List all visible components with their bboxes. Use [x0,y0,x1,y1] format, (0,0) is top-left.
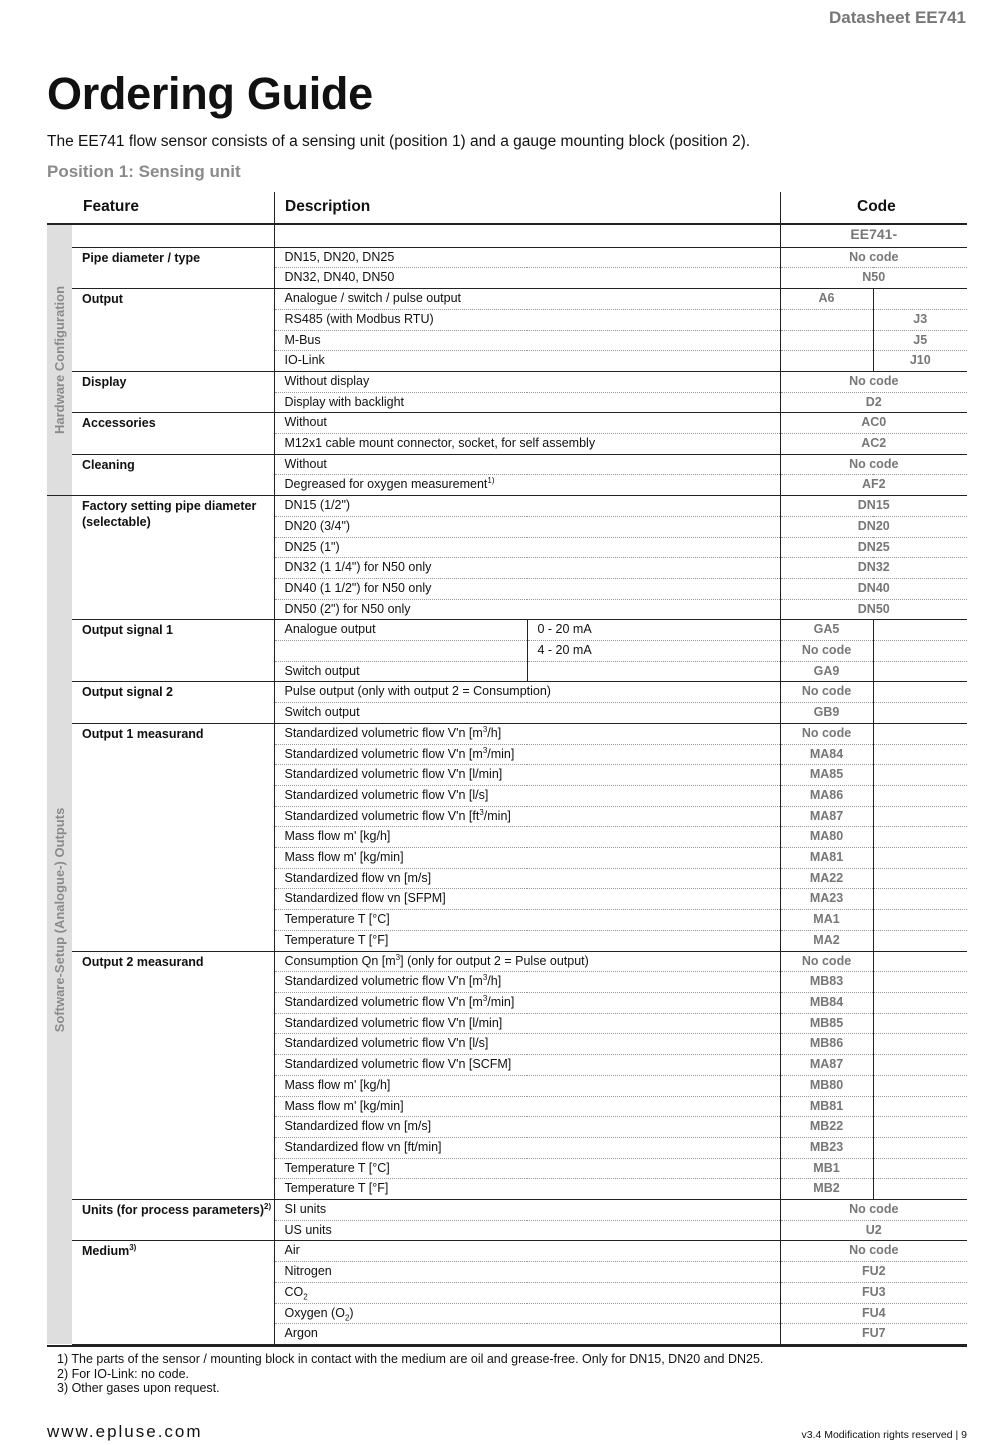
code-cell: No code [780,1241,967,1262]
code-cell-alt [873,827,967,848]
description-cell: Switch output [274,661,527,682]
code-cell: No code [780,454,967,475]
description-cell: Temperature T [°F] [274,930,780,951]
description-cell: Temperature T [°F] [274,1179,780,1200]
code-cell-alt [873,1158,967,1179]
ordering-table [47,192,967,1347]
code-cell-alt [873,703,967,724]
description-header: Description [285,198,371,215]
feature-header: Feature [83,198,139,215]
code-cell: FU2 [780,1262,967,1283]
description-cell: Mass flow m' [kg/h] [274,1075,780,1096]
code-cell: MA1 [780,910,873,931]
feature-label: Output signal 1 [72,620,274,682]
description-cell: Standardized volumetric flow V'n $[ft^3/\min]$ [274,806,780,827]
code-cell-alt [873,289,967,310]
code-cell: GA9 [780,661,873,682]
description-cell [274,641,527,662]
description-cell: Display with backlight [274,392,780,413]
footnote-2: 2) For IO-Link: no code. [57,1366,190,1381]
description-cell: DN15 (1/2") [274,496,780,517]
section-label-sw: Software-Setup (Analogue-) Outputs [51,807,67,1033]
code-cell [780,330,873,351]
code-cell-alt [873,868,967,889]
code-header: Code [857,198,896,215]
code-cell-alt [873,682,967,703]
description-cell: Analogue / switch / pulse output [274,289,780,310]
footnotes [57,1352,763,1396]
code-cell: MA80 [780,827,873,848]
description-cell: $CO_2$ [274,1282,780,1303]
feature-label: Pipe diameter / type [72,247,274,288]
description-cell: Pulse output (only with output 2 = Consumption) [274,682,780,703]
code-cell: DN25 [780,537,967,558]
feature-label: Output [72,289,274,372]
feature-label: Output 1 measurand [72,723,274,951]
description-cell: DN32, DN40, DN50 [274,268,780,289]
code-cell: GA5 [780,620,873,641]
code-cell: DN50 [780,599,967,620]
footer-version: v3.4 Modification rights reserved | 9 [801,1429,967,1441]
code-cell: MA22 [780,868,873,889]
description-cell: M-Bus [274,330,780,351]
table-row [47,620,967,641]
description-cell: Analogue output [274,620,527,641]
code-cell: MB23 [780,1137,873,1158]
description-cell: Air [274,1241,780,1262]
description-cell: Switch output [274,703,780,724]
description-cell: Standardized flow vn [ft/min] [274,1137,780,1158]
description-cell: Without [274,454,780,475]
code-cell-alt: J3 [873,309,967,330]
description-cell: DN32 (1 1/4") for N50 only [274,558,780,579]
intro-text: The EE741 flow sensor consists of a sensing unit (position 1) and a gauge mounting block (position 2). [47,133,751,150]
ordering-grid [47,225,967,1345]
description-cell: Standardized volumetric flow V'n $[m^3/h]$ [274,972,780,993]
range-cell: 4 - 20 mA [527,641,780,662]
range-cell: 0 - 20 mA [527,620,780,641]
description-cell: Mass flow m' [kg/h] [274,827,780,848]
description-cell: Standardized volumetric flow V'n [l/s] [274,785,780,806]
code-cell: No code [780,371,967,392]
code-cell-alt [873,744,967,765]
code-cell: No code [780,1200,967,1221]
code-cell: MA2 [780,930,873,951]
code-cell-alt [873,806,967,827]
table-row [47,225,967,247]
code-cell: DN32 [780,558,967,579]
code-cell-alt [873,1117,967,1138]
code-cell-alt [873,723,967,744]
code-cell: MB84 [780,993,873,1014]
code-cell: MB80 [780,1075,873,1096]
code-cell-alt [873,785,967,806]
footnote-3: 3) Other gases upon request. [57,1381,220,1395]
table-row [47,496,967,517]
code-cell: No code [780,247,967,268]
code-cell-alt [873,1179,967,1200]
code-cell: EE741- [780,225,967,247]
code-cell-alt [873,848,967,869]
description-cell: Degreased for oxygen measurement$^{1)}$ [274,475,780,496]
feature-label: Medium$^{3)}$ [72,1241,274,1345]
table-row [47,413,967,434]
code-cell: MA86 [780,785,873,806]
table-row [47,1200,967,1221]
description-cell: Standardized volumetric flow V'n [l/min] [274,1013,780,1034]
code-cell: AC0 [780,413,967,434]
page-title: Ordering Guide [47,68,373,119]
feature-label: Factory setting pipe diameter (selectable) [72,496,274,620]
code-cell: FU3 [780,1282,967,1303]
feature-label: Cleaning [72,454,274,495]
description-cell: DN40 (1 1/2") for N50 only [274,578,780,599]
description-cell: Standardized flow vn [m/s] [274,1117,780,1138]
feature-label [72,225,274,247]
table-row [47,289,967,310]
description-cell: Without [274,413,780,434]
code-cell: MB81 [780,1096,873,1117]
code-cell: A6 [780,289,873,310]
description-cell: Standardized volumetric flow V'n $[m^3/\min]$ [274,993,780,1014]
code-cell: N50 [780,268,967,289]
code-cell-alt [873,620,967,641]
code-cell: FU7 [780,1324,967,1345]
code-cell-alt [873,910,967,931]
feature-label: Units (for process parameters)$^{2)}$ [72,1200,274,1241]
code-cell-alt [873,1034,967,1055]
code-cell-alt [873,661,967,682]
website-link[interactable]: www.epluse.com [47,1422,203,1441]
footnote-1: 1) The parts of the sensor / mounting block in contact with the medium are oil and grease-free. Only for DN15, DN20 and DN25. [57,1352,764,1366]
code-cell: MA23 [780,889,873,910]
description-cell: DN50 (2") for N50 only [274,599,780,620]
code-cell: MA85 [780,765,873,786]
description-cell: Standardized volumetric flow V'n [l/s] [274,1034,780,1055]
code-cell: MA84 [780,744,873,765]
code-cell-alt [873,951,967,972]
feature-label: Output signal 2 [72,682,274,723]
code-cell: No code [780,641,873,662]
code-cell-alt [873,641,967,662]
description-cell: Nitrogen [274,1262,780,1283]
description-cell: Without display [274,371,780,392]
code-cell-alt [873,993,967,1014]
description-cell: Standardized volumetric flow V'n $[m^3/\min]$ [274,744,780,765]
code-cell: U2 [780,1220,967,1241]
table-row [47,247,967,268]
description-cell: US units [274,1220,780,1241]
description-cell: IO-Link [274,351,780,372]
code-cell: MB22 [780,1117,873,1138]
table-row [47,951,967,972]
table-row [47,371,967,392]
code-cell: MB86 [780,1034,873,1055]
code-cell: MB83 [780,972,873,993]
code-cell [780,309,873,330]
section-label-hw: Hardware Configuration [51,286,67,435]
code-cell: No code [780,951,873,972]
description-cell: Standardized volumetric flow V'n [SCFM] [274,1055,780,1076]
code-cell: FU4 [780,1303,967,1324]
code-cell-alt: J5 [873,330,967,351]
code-cell: DN15 [780,496,967,517]
code-cell: MA81 [780,848,873,869]
description-cell: Standardized flow vn [m/s] [274,868,780,889]
description-cell: DN15, DN20, DN25 [274,247,780,268]
code-cell: MA87 [780,1055,873,1076]
datasheet-header: Datasheet EE741 [828,8,966,27]
code-cell-alt: J10 [873,351,967,372]
description-cell [274,225,780,247]
code-cell: MB85 [780,1013,873,1034]
range-cell [527,661,780,682]
code-cell: DN20 [780,516,967,537]
description-cell: Standardized volumetric flow V'n $[m^3/h]$ [274,723,780,744]
code-cell-alt [873,1075,967,1096]
description-cell: DN20 (3/4") [274,516,780,537]
description-cell: M12x1 cable mount connector, socket, for self assembly [274,434,780,455]
code-cell: DN40 [780,578,967,599]
code-cell [780,351,873,372]
code-cell: GB9 [780,703,873,724]
position-title: Position 1: Sensing unit [47,162,241,181]
code-cell: AF2 [780,475,967,496]
table-row [47,723,967,744]
description-cell: Mass flow m' [kg/min] [274,1096,780,1117]
description-cell: Standardized volumetric flow V'n [l/min] [274,765,780,786]
code-cell: MB1 [780,1158,873,1179]
description-cell: SI units [274,1200,780,1221]
feature-label: Accessories [72,413,274,454]
code-cell: No code [780,723,873,744]
code-cell: No code [780,682,873,703]
description-cell: Consumption Qn $[m^3]$ (only for output 2 = Pulse output) [274,951,780,972]
code-cell-alt [873,972,967,993]
description-cell: DN25 (1") [274,537,780,558]
code-cell: D2 [780,392,967,413]
code-cell-alt [873,765,967,786]
description-cell: Temperature T [°C] [274,1158,780,1179]
description-cell: Argon [274,1324,780,1345]
table-header [47,192,967,225]
code-cell-alt [873,1096,967,1117]
table-row [47,1241,967,1262]
code-cell: MA87 [780,806,873,827]
description-cell: Oxygen $(O_2)$ [274,1303,780,1324]
table-row [47,682,967,703]
feature-label: Output 2 measurand [72,951,274,1199]
code-cell-alt [873,1013,967,1034]
code-cell-alt [873,1055,967,1076]
description-cell: Temperature T [°C] [274,910,780,931]
code-cell-alt [873,930,967,951]
description-cell: Mass flow m' [kg/min] [274,848,780,869]
code-cell: MB2 [780,1179,873,1200]
code-cell-alt [873,1137,967,1158]
feature-label: Display [72,371,274,412]
code-cell: AC2 [780,434,967,455]
code-cell-alt [873,889,967,910]
description-cell: Standardized flow vn [SFPM] [274,889,780,910]
table-row [47,454,967,475]
description-cell: RS485 (with Modbus RTU) [274,309,780,330]
